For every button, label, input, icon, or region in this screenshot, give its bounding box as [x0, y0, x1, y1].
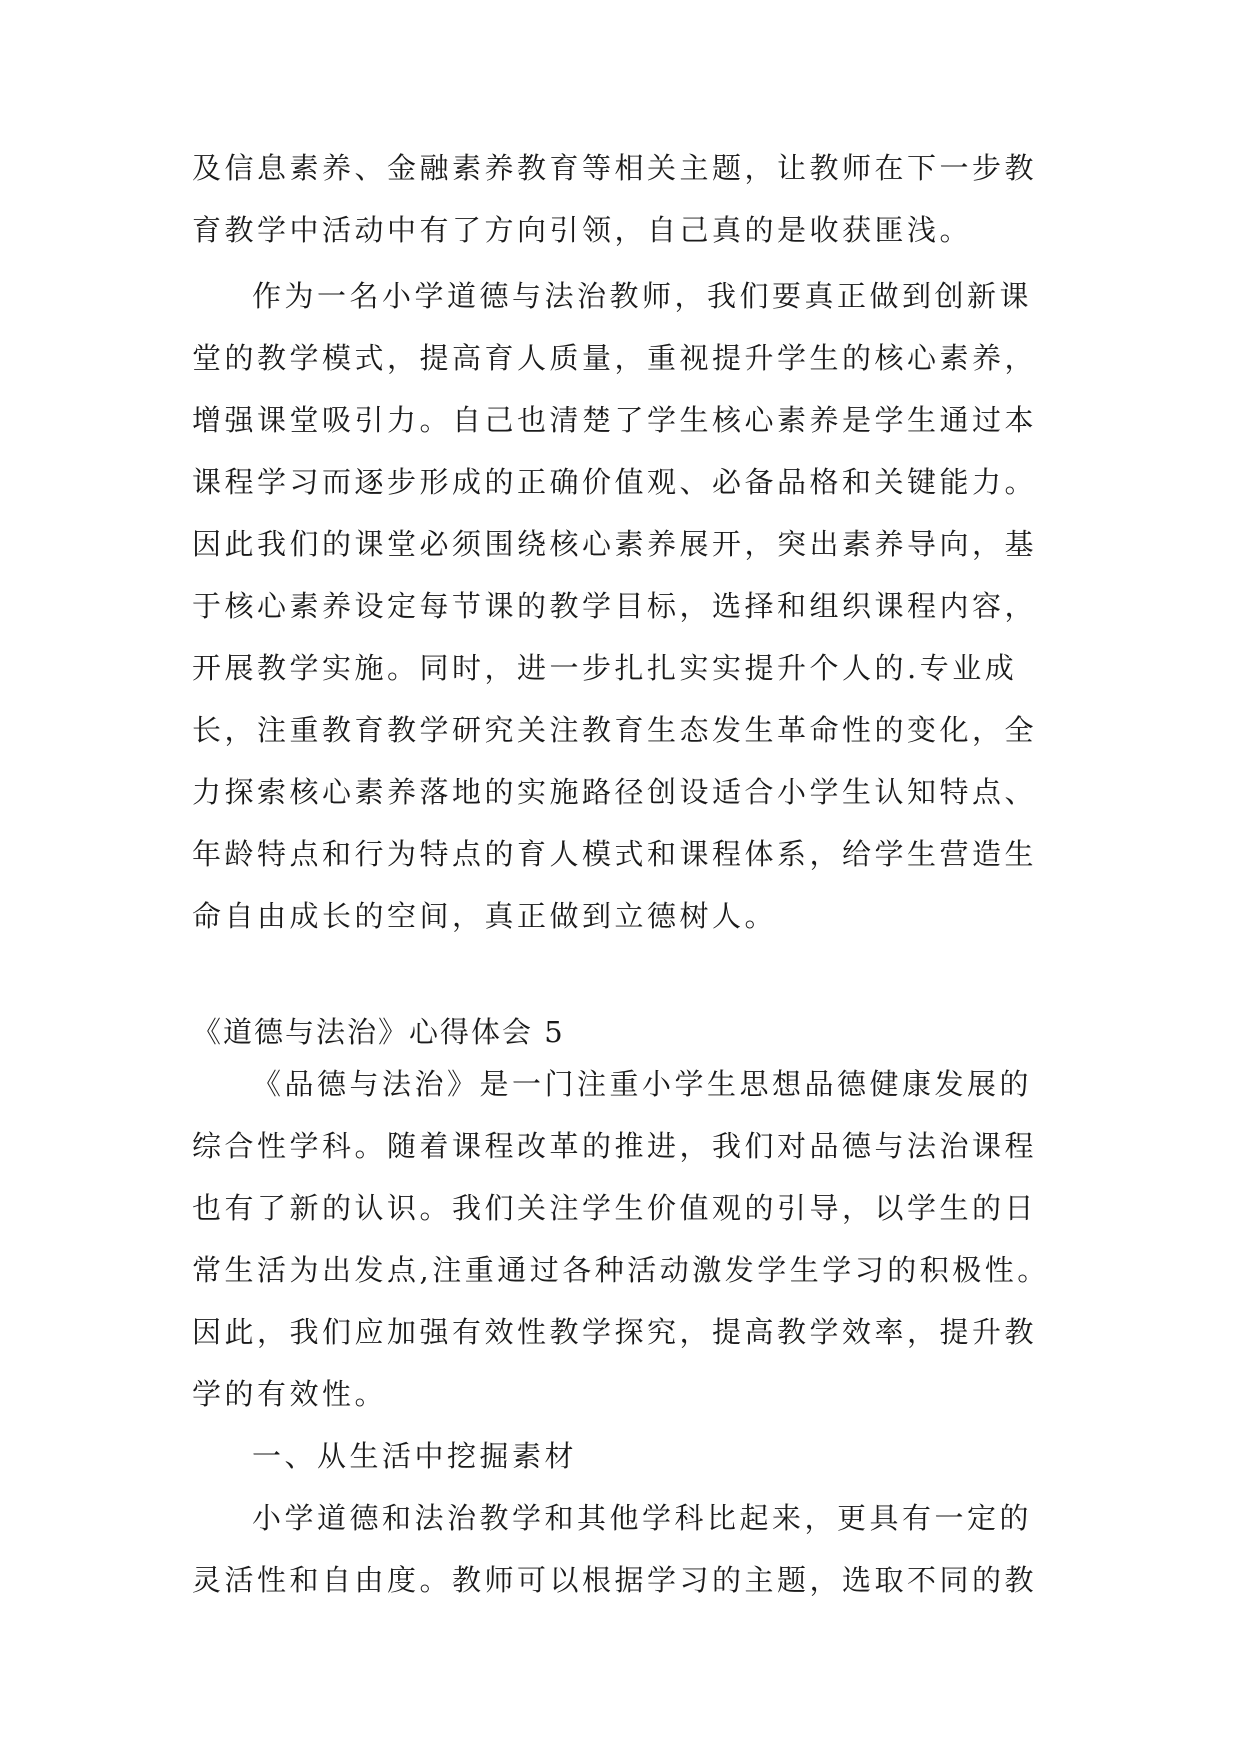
paragraph-line: 灵活性和自由度。教师可以根据学习的主题，选取不同的教: [192, 1563, 1038, 1597]
paragraph-line: 堂的教学模式，提高育人质量，重视提升学生的核心素养，: [192, 341, 1038, 375]
paragraph-line: 小学道德和法治教学和其他学科比起来，更具有一定的: [252, 1501, 1033, 1535]
section-heading: 《道德与法治》心得体会 5: [192, 1015, 565, 1049]
paragraph-line: 育教学中活动中有了方向引领，自己真的是收获匪浅。: [192, 213, 973, 247]
paragraph-line: 增强课堂吸引力。自己也清楚了学生核心素养是学生通过本: [192, 403, 1038, 437]
paragraph-line: 命自由成长的空间，真正做到立德树人。: [192, 899, 778, 933]
paragraph-line: 年龄特点和行为特点的育人模式和课程体系，给学生营造生: [192, 837, 1038, 871]
paragraph-line: 也有了新的认识。我们关注学生价值观的引导，以学生的日: [192, 1191, 1038, 1225]
paragraph-line: 因此我们的课堂必须围绕核心素养展开，突出素养导向，基: [192, 527, 1038, 561]
paragraph-line: 开展教学实施。同时，进一步扎扎实实提升个人的.专业成: [192, 651, 1018, 685]
paragraph-line: 《品德与法治》是一门注重小学生思想品德健康发展的: [252, 1067, 1033, 1101]
paragraph-line: 学的有效性。: [192, 1377, 388, 1411]
paragraph-line: 力探索核心素养落地的实施路径创设适合小学生认知特点、: [192, 775, 1038, 809]
paragraph-line: 常生活为出发点,注重通过各种活动激发学生学习的积极性。: [192, 1253, 1050, 1287]
paragraph-line: 长，注重教育教学研究关注教育生态发生革命性的变化，全: [192, 713, 1038, 747]
paragraph-line: 因此，我们应加强有效性教学探究，提高教学效率，提升教: [192, 1315, 1038, 1349]
paragraph-line: 于核心素养设定每节课的教学目标，选择和组织课程内容，: [192, 589, 1038, 623]
paragraph-line: 作为一名小学道德与法治教师，我们要真正做到创新课: [252, 279, 1033, 313]
paragraph-line: 课程学习而逐步形成的正确价值观、必备品格和关键能力。: [192, 465, 1038, 499]
subsection-heading: 一、从生活中挖掘素材: [252, 1439, 578, 1473]
paragraph-line: 及信息素养、金融素养教育等相关主题，让教师在下一步教: [192, 151, 1038, 185]
paragraph-line: 综合性学科。随着课程改革的推进，我们对品德与法治课程: [192, 1129, 1038, 1163]
